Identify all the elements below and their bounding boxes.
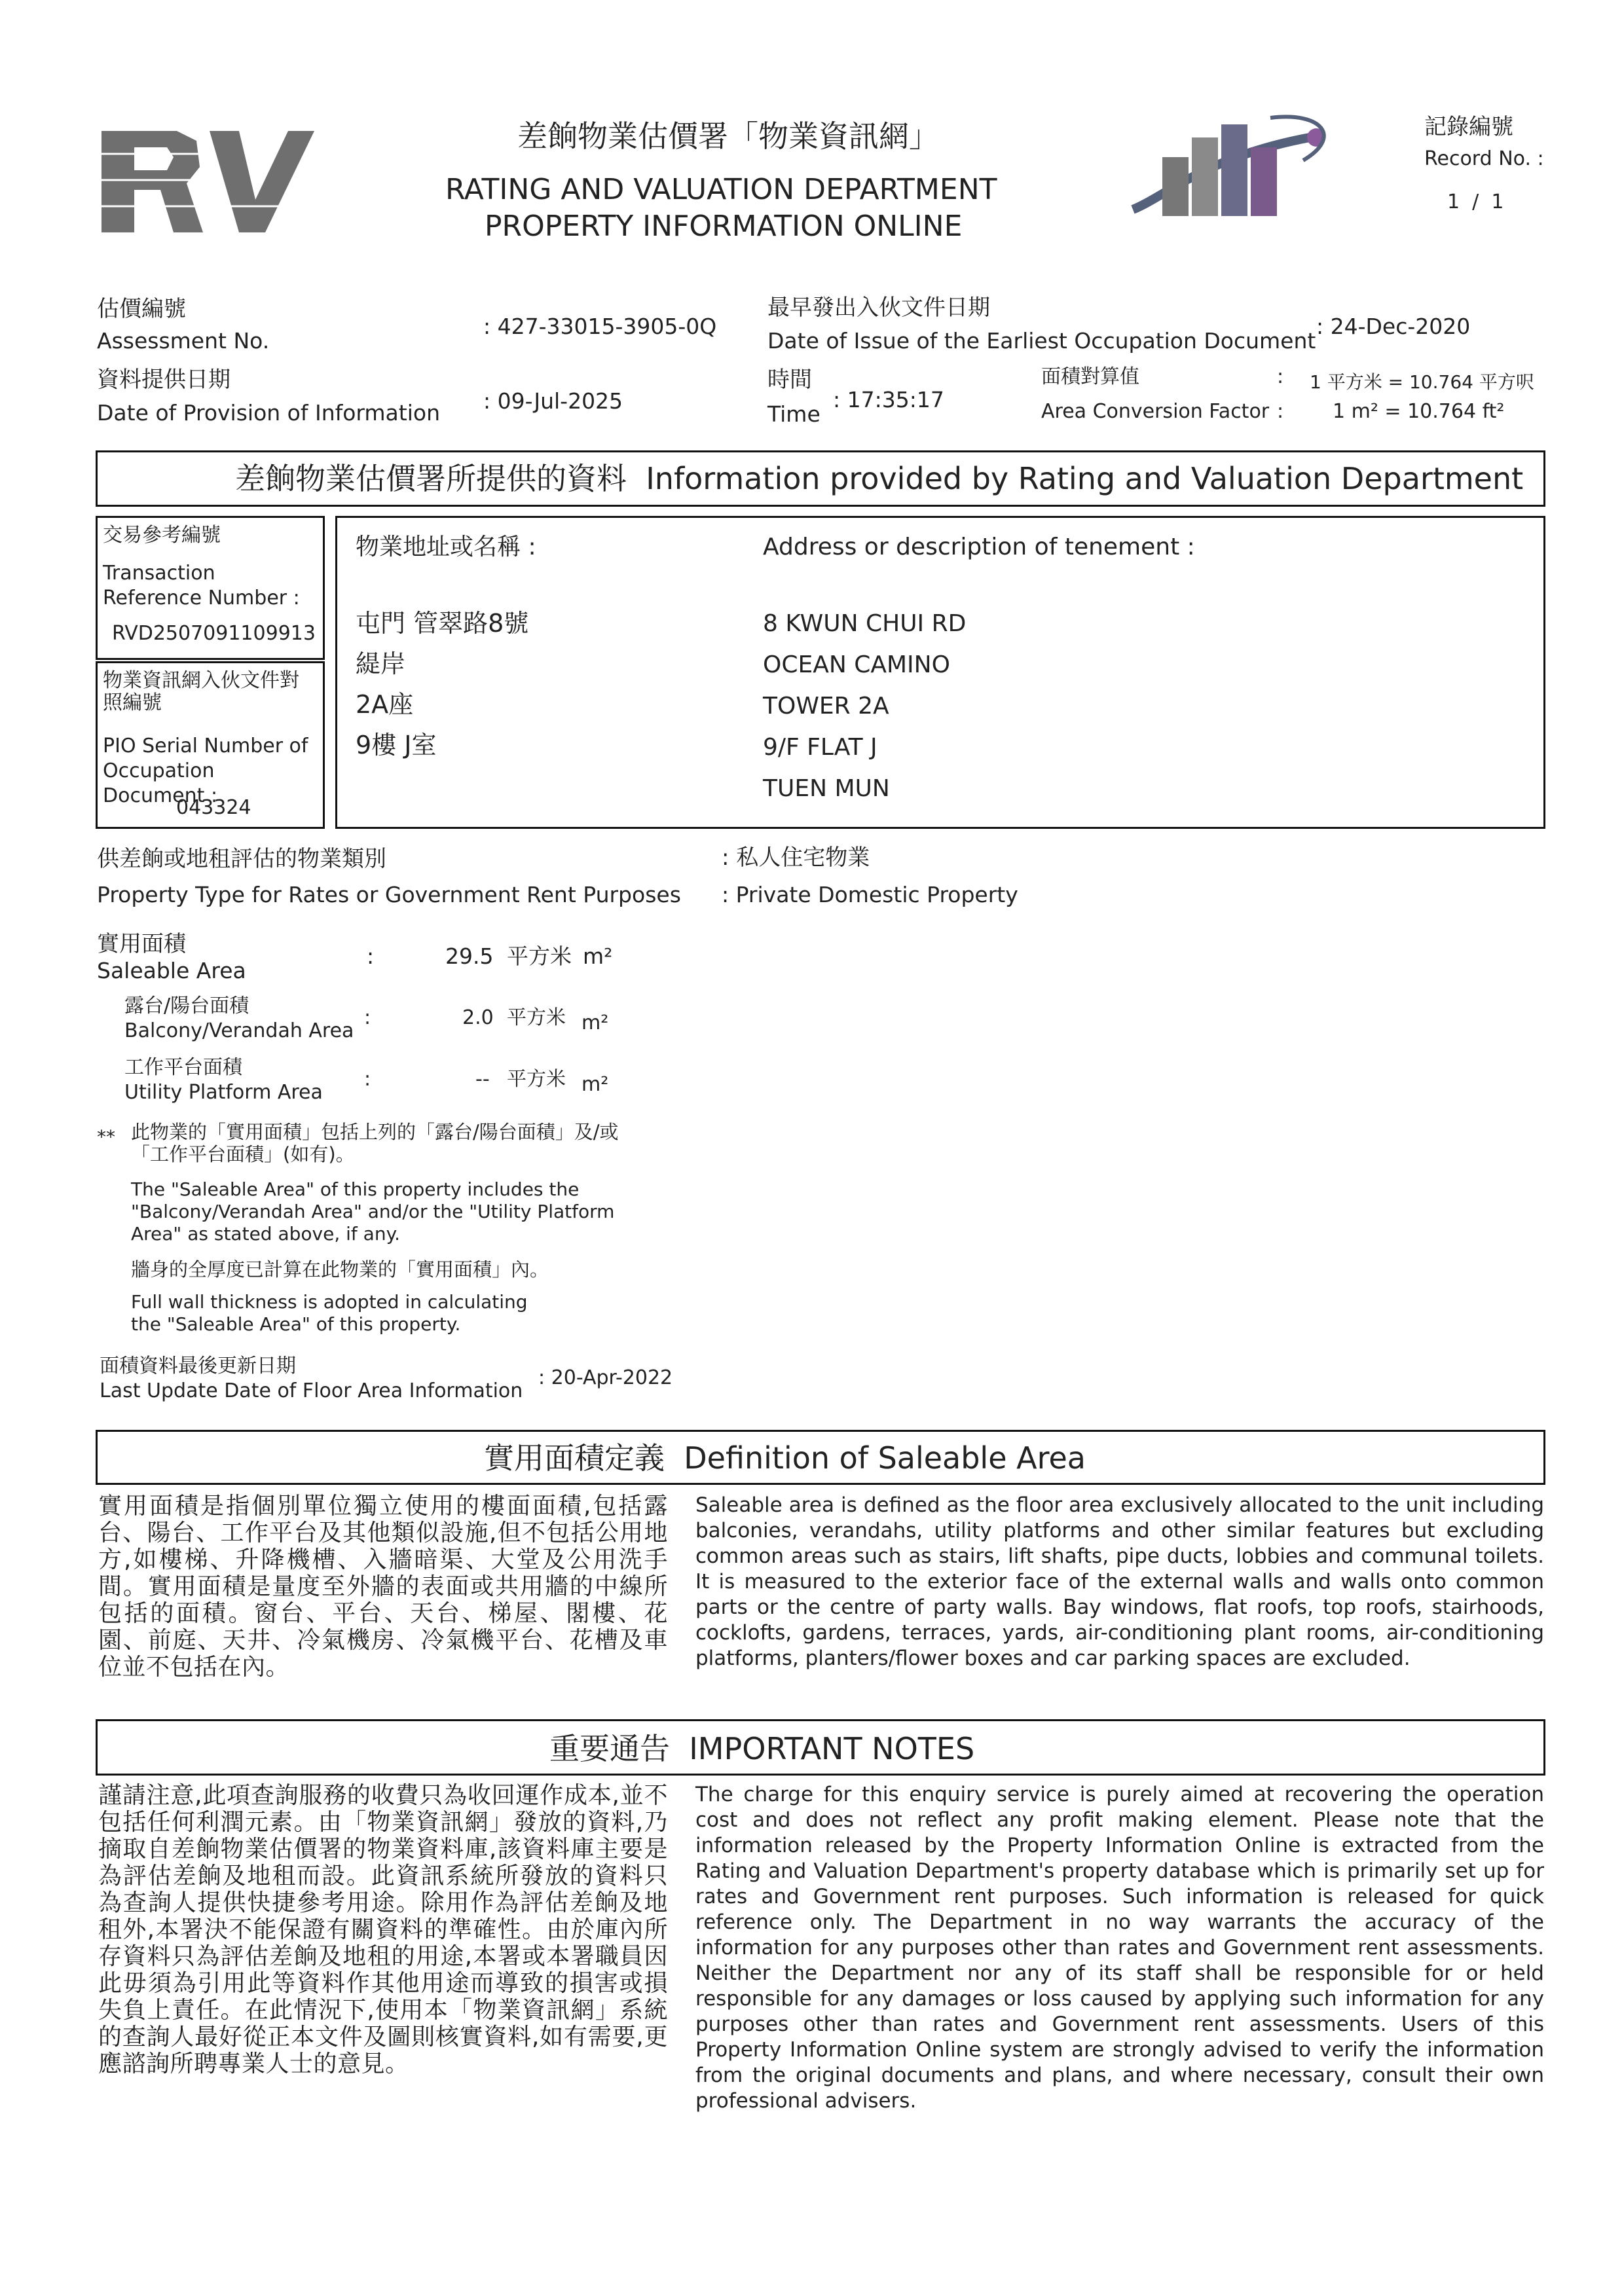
saleable-def-text-en: Saleable area is defined as the floor area exclusively allocated to the unit including balconies, verandahs, utility platforms and other similar features but excluding common areas such as stairs, lift shafts, pipe ducts, lobbies and communal toilets. It is measured to the exterior face of the external walls and walls onto common parts or the centre of party walls. Bay windows, flat roofs, top roofs, stairhoods, cocklofts, gardens, terraces, yards, air-conditioning plant rooms, air-conditioning platforms, planters/flower boxes and car parking spaces are excluded. [695, 1493, 1544, 1670]
notes-marker: ** [97, 1126, 115, 1148]
occupation-label-en: Date of Issue of the Earliest Occupation Document [767, 328, 1316, 354]
address-line-en: OCEAN CAMINO [763, 651, 950, 678]
saleable-label-en: Saleable Area [97, 958, 246, 983]
pio-serial-label-en: PIO Serial Number of Occupation Document : [103, 735, 308, 807]
address-label-zh: 物業地址或名稱 : [356, 534, 536, 560]
conversion-zh: 1 平方米 = 10.764 平方呎 [1310, 371, 1534, 393]
utility-label-zh: 工作平台面積 [124, 1056, 242, 1079]
saleable-value: 29.5 [445, 943, 494, 969]
saleable-colon: : [367, 943, 375, 969]
address-line-en: TOWER 2A [763, 693, 889, 720]
header-title-zh: 差餉物業估價署「物業資訊網」 [517, 118, 939, 154]
occupation-label-zh: 最早發出入伙文件日期 [767, 295, 990, 321]
address-line-en: 8 KWUN CHUI RD [763, 610, 967, 637]
property-type-label-zh: 供差餉或地租評估的物業類別 [97, 846, 386, 872]
address-box [335, 516, 1545, 829]
assessment-value: : 427-33015-3905-0Q [483, 314, 717, 339]
address-label-en: Address or description of tenement : [763, 534, 1195, 560]
pio-serial-box [96, 661, 325, 829]
rvd-logo [98, 128, 314, 236]
utility-value: -- [475, 1068, 490, 1091]
note1-zh: 此物業的「實用面積」包括上列的「露台/陽台面積」及/或「工作平台面積」(如有)。 [131, 1121, 619, 1165]
time-label-zh: 時間 [767, 367, 812, 393]
note2-en: Full wall thickness is adopted in calculating the "Saleable Area" of this property. [131, 1291, 528, 1335]
saleable-unit-en: m² [583, 943, 613, 969]
utility-label-en: Utility Platform Area [124, 1081, 323, 1104]
balcony-value: 2.0 [462, 1006, 494, 1029]
saleable-def-title: 實用面積定義 Definition of Saleable Area [484, 1440, 1086, 1476]
transaction-ref-label-en: Transaction Reference Number : [103, 562, 300, 610]
conversion-colon-1: : [1277, 365, 1284, 388]
saleable-label-zh: 實用面積 [97, 931, 186, 957]
pio-logo [1126, 111, 1342, 223]
transaction-ref-label-zh: 交易參考編號 [103, 524, 221, 547]
note2-zh: 牆身的全厚度已計算在此物業的「實用面積」內。 [131, 1258, 549, 1281]
important-text-zh: 謹請注意,此項查詢服務的收費只為收回運作成本,並不包括任何利潤元素。由「物業資訊網」發放的資料,乃摘取自差餉物業估價署的物業資料庫,該資料庫主要是為評估差餉及地租而設。此資訊系統所發放的資料只為查詢人提供快捷參考用途。除用作為評估差餉及地租外,本署決不能保證有關資料的準確性。由於庫內所存資料只為評估差餉及地租的用途,本署或本署職員因此毋須為引用此等資料作其他用途而導致的損害或損失負上責任。在此情況下,使用本「物業資訊網」系統的查詢人最好從正本文件及圖則核實資料,如有需要,更應諮詢所聘專業人士的意見。 [98, 1782, 668, 2077]
property-type-label-en: Property Type for Rates or Government Rent Purposes [97, 882, 681, 907]
record-label-en: Record No. : [1424, 147, 1544, 170]
provision-label-en: Date of Provision of Information [97, 400, 440, 426]
balcony-colon: : [364, 1006, 371, 1029]
record-label-zh: 記錄編號 [1424, 114, 1513, 140]
provision-label-zh: 資料提供日期 [97, 367, 231, 393]
property-type-value-en: : Private Domestic Property [722, 882, 1018, 907]
time-label-en: Time [767, 401, 821, 427]
record-value: 1 / 1 [1447, 191, 1504, 213]
rvd-banner-title: 差餉物業估價署所提供的資料 Information provided by Rating and Valuation Department [235, 461, 1524, 496]
saleable-def-title-box [96, 1430, 1545, 1485]
rvd-logo-graphic [98, 128, 314, 236]
rvd-banner-box [96, 450, 1545, 507]
assessment-label-zh: 估價編號 [97, 296, 186, 322]
conversion-label-zh: 面積對算值 [1041, 365, 1139, 388]
utility-colon: : [364, 1068, 371, 1091]
transaction-ref-value: RVD2507091109913 [112, 622, 316, 645]
important-title-box [96, 1719, 1545, 1776]
pio-serial-value: 043324 [176, 796, 251, 819]
address-line-zh: 9樓 J室 [356, 731, 437, 759]
address-line-zh: 緹岸 [356, 649, 406, 678]
address-line-en: TUEN MUN [763, 775, 890, 802]
conversion-colon-2: : [1277, 400, 1284, 423]
property-type-value-zh: : 私人住宅物業 [722, 845, 870, 871]
saleable-def-text-zh: 實用面積是指個別單位獨立使用的樓面面積,包括露台、陽台、工作平台及其他類似設施,但不包括公用地方,如樓梯、升降機槽、入牆暗渠、大堂及公用洗手間。實用面積是量度至外牆的表面或共用牆的中線所包括的面積。窗台、平台、天台、梯屋、閣樓、花園、前庭、天井、冷氣機房、冷氣機平台、花槽及車位並不包括在內。 [98, 1493, 668, 1681]
time-value: : 17:35:17 [833, 387, 944, 412]
header-title-en-1: RATING AND VALUATION DEPARTMENT [445, 173, 997, 206]
address-lines-en [763, 603, 966, 809]
address-line-zh: 2A座 [356, 690, 414, 719]
assessment-label-en: Assessment No. [97, 328, 270, 354]
pio-serial-label-zh: 物業資訊網入伙文件對照編號 [103, 669, 299, 714]
saleable-unit-zh: 平方米 [507, 943, 572, 969]
note1-en: The "Saleable Area" of this property includes the "Balcony/Verandah Area" and/or the "Utility Platform Area" as stated above, if any. [131, 1178, 615, 1245]
balcony-unit-zh: 平方米 [507, 1006, 566, 1029]
balcony-label-en: Balcony/Verandah Area [124, 1019, 354, 1042]
balcony-unit-en: m² [581, 1011, 609, 1034]
address-line-en: 9/F FLAT J [763, 734, 877, 761]
pio-logo-graphic [1126, 111, 1342, 223]
important-text-en: The charge for this enquiry service is purely aimed at recovering the operation cost and does not reflect any profit making element. Please note that the information released by the Property Information Online is extracted from the Rating and Valuation Department's property database which is primarily set up for rates and Government rent purposes. Such information is released for quick reference only. The Department in no way warrants the accuracy of the information for any purposes other than rates and Government rent assessments. Neither the Department nor any of its staff shall be responsible for or held responsible for any damages or loss caused by applying such information for any purposes other than rates and Government rent assessments. Users of this Property Information Online system are strongly advised to verify the information from the original documents and plans, and where necessary, consult their own professional advisers. [695, 1783, 1544, 2113]
update-label-en: Last Update Date of Floor Area Information [100, 1379, 523, 1402]
update-label-zh: 面積資料最後更新日期 [100, 1355, 296, 1377]
address-lines-zh [356, 603, 528, 765]
conversion-label-en: Area Conversion Factor [1041, 400, 1270, 423]
conversion-en: 1 m² = 10.764 ft² [1333, 400, 1505, 423]
transaction-ref-box [96, 516, 325, 660]
header-title-en-2: PROPERTY INFORMATION ONLINE [485, 210, 963, 243]
balcony-label-zh: 露台/陽台面積 [124, 994, 249, 1017]
address-line-zh: 屯門 管翠路8號 [356, 609, 529, 638]
provision-value: : 09-Jul-2025 [483, 388, 623, 414]
utility-unit-en: m² [581, 1073, 609, 1096]
important-title: 重要通告 IMPORTANT NOTES [549, 1731, 975, 1766]
update-value: : 20-Apr-2022 [538, 1366, 673, 1389]
utility-unit-zh: 平方米 [507, 1068, 566, 1091]
occupation-value: : 24-Dec-2020 [1316, 314, 1471, 339]
